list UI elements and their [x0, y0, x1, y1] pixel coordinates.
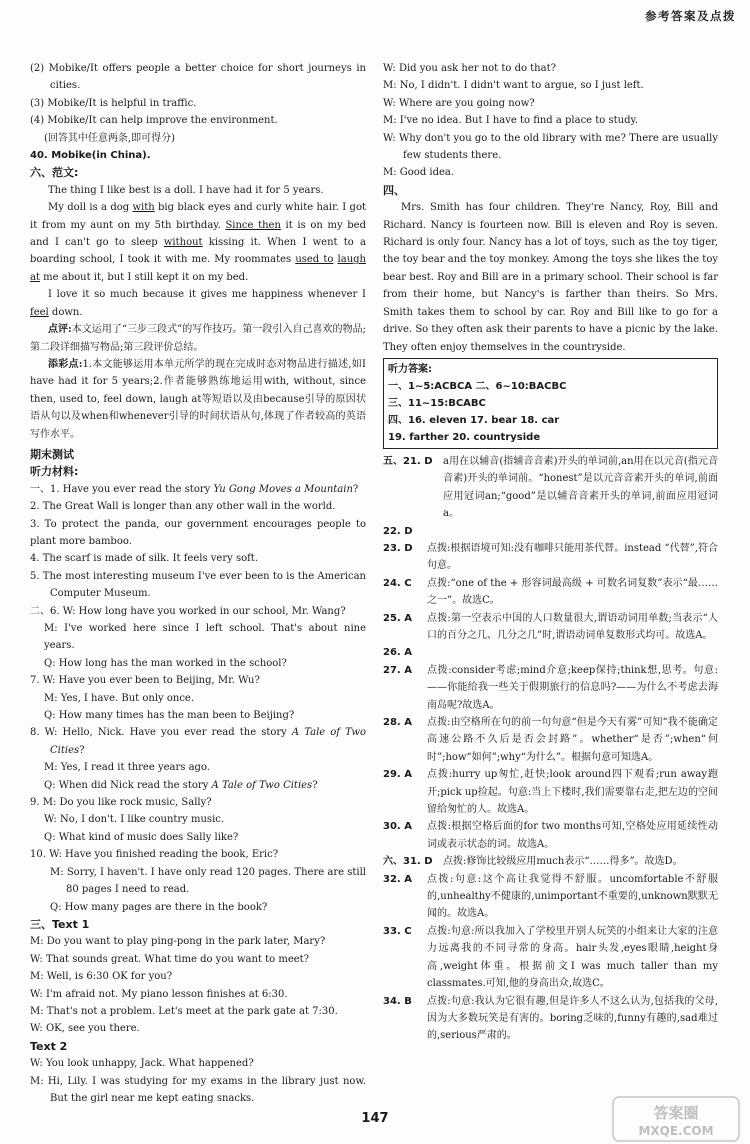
answer-number: 26. A [383, 647, 412, 659]
answer-number: 32. A [383, 873, 412, 885]
dialog-line: M: I've no idea. But I have to find a place to study. [383, 115, 638, 127]
svg-text:答案圈: 答案圈 [653, 1104, 699, 1122]
left-column [30, 60, 366, 1107]
right-column [383, 60, 718, 1045]
answer-number: 25. A [383, 612, 412, 624]
listening-8-m: M: Yes, I read it three years ago. [44, 762, 210, 774]
answer-number: 24. C [383, 577, 412, 589]
dialog-line: M: Good idea. [383, 167, 455, 179]
answer-number: 33. C [383, 925, 412, 937]
essay-paragraph-2: My doll is a dog with big black eyes and curly white hair. I got it from my aunt on my 5th birthday. Since then it is on my bed and I can't go to sleep without kissing it. When I went to a boarding school, I took it with me. My roommates used to laugh at me about it, but I still kept it on my bed. [30, 202, 366, 283]
listening-8-w: 8. W: Hello, Nick. Have you ever read the story A Tale of Two Cities? [30, 727, 366, 756]
answer-explanation: 点拨:句意:我认为它很有趣,但是许多人不这么认为,包括我的父母,因为大多数玩笑是有害的。boring乏味的,funny有趣的,sad难过的,serious严肃的。 [427, 995, 718, 1042]
text-1-line: W: OK, see you there. [30, 1023, 140, 1035]
answer-explanation: 点拨:根据语境可知:没有咖啡只能用茶代替。instead “代替”,符合句意。 [427, 542, 718, 572]
listening-answer-line: 19. farther 20. countryside [388, 431, 541, 443]
answer-40: 40. Mobike(in China). [30, 150, 151, 162]
watermark-logo [612, 1096, 740, 1142]
answer-explanation: 点拨:句意:这个高让我觉得不舒服。uncomfortable不舒服的,unhealthy不健康的,unimportant不重要的,unknown默默无闻的。故选A。 [427, 873, 718, 920]
listening-4: 4. The scarf is made of silk. It feels very soft. [30, 553, 258, 565]
text-1-line: W: I'm afraid not. My piano lesson finishes at 6:30. [30, 988, 288, 1000]
listening-answer-line: 一、1~5:ACBCA 二、6~10:BACBC [388, 380, 567, 392]
answer-explanation [427, 523, 718, 540]
listening-8-q: Q: When did Nick read the story A Tale of Two Cities? [44, 779, 318, 791]
svg-text:MXQE.COM: MXQE.COM [638, 1124, 714, 1138]
answer-item [383, 644, 718, 661]
essay-paragraph-3: I love it so much because it gives me happiness whenever I feel down. [30, 289, 366, 318]
part-four-title: 四、 [383, 183, 405, 197]
listening-answer-box [383, 358, 718, 449]
answer-number: 29. A [383, 769, 412, 781]
essay-paragraph-1: The thing I like best is a doll. I have had it for 5 years. [48, 184, 324, 196]
listening-10-q: Q: How many pages are there in the book? [50, 901, 268, 913]
answer-number: 六、31. D [383, 856, 433, 868]
answer-explanation-list [383, 453, 718, 1045]
answer-explanation: 点拨:修饰比较级应用much表示“……得多”。故选D。 [443, 856, 683, 868]
listening-answer-line: 三、11~15:BCABC [388, 397, 486, 409]
text-2-title: Text 2 [30, 1039, 68, 1053]
dialog-line: M: No, I didn't. I didn't want to argue, so I just left. [383, 80, 644, 92]
text-1-title: 三、Text 1 [30, 917, 90, 931]
mobike-item-2: (2) Mobike/It offers people a better choice for short journeys in cities. [30, 63, 366, 92]
answer-item [383, 853, 718, 870]
answer-item [383, 575, 718, 610]
listening-6-q: Q: How long has the man worked in the school? [44, 657, 287, 669]
part-four-passage: Mrs. Smith has four children. They're Nancy, Roy, Bill and Richard. Nancy is fourteen now. Bill is eleven and Roy is seven. Richard is only four. Nancy has a lot of toys, such as the toy tiger, the toy bear and the toy monkey. Among the toys she likes the toy bear best. Roy and Bill are in a primary school. Their school is far from their home, but Nancy's is farther than theirs. So Mrs. Smith takes them to school by car. Roy and Bill like to go for a drive. So they often ask their parents to have a picnic by the lake. They often enjoy themselves in the countryside. [383, 202, 718, 353]
answer-number: 30. A [383, 821, 412, 833]
answer-item [383, 662, 718, 714]
text-2-line: W: You look unhappy, Jack. What happened? [30, 1058, 254, 1070]
listening-6-w: 二、6. W: How long have you worked in our school, Mr. Wang? [30, 605, 346, 617]
listening-answer-line: 四、16. eleven 17. bear 18. car [388, 414, 560, 426]
answer-item [383, 818, 718, 853]
dialog-line: W: Where are you going now? [383, 97, 535, 109]
listening-material-title: 听力材料: [30, 465, 79, 479]
answer-item [383, 523, 718, 540]
answer-explanation: 点拨:第一空表示中国的人口数量很大,谓语动词用单数;当表示“人口的百分之几、几分之几”时,谓语动词单复数形式均可。故选A。 [427, 612, 718, 641]
listening-2: 2. The Great Wall is longer than any other wall in the world. [30, 501, 336, 513]
page-number: 147 [361, 1111, 389, 1126]
answer-item [383, 871, 718, 923]
answer-explanation: 点拨:consider考虑;mind介意;keep保持;think想,思考。句意:——你能给我一些关于假期旅行的信息吗?——为什么不考虑去海南岛呢?故选A。 [427, 664, 718, 711]
answer-item [383, 714, 718, 766]
listening-9-q: Q: What kind of music does Sally like? [44, 831, 239, 843]
listening-7-m: M: Yes, I have. But only once. [44, 692, 195, 704]
listening-9-w: W: No, I don't. I like country music. [44, 814, 225, 826]
answer-item [383, 540, 718, 575]
final-test-title: 期末测试 [30, 447, 74, 461]
text-1-line: M: Well, is 6:30 OK for you? [30, 971, 173, 983]
listening-10-m: M: Sorry, I haven't. I have only read 120 pages. There are still 80 pages I need to read. [50, 866, 366, 896]
listening-3: 3. To protect the panda, our government encourages people to plant more bamboo. [30, 518, 366, 547]
answer-explanation: 点拨:“one of the + 形容词最高级 + 可数名词复数”表示“最……之一”。故选C。 [427, 577, 718, 607]
listening-answer-title: 听力答案: [388, 363, 432, 375]
mobike-note: (回答其中任意两条,即可得分) [44, 132, 175, 144]
listening-6-m: M: I've worked here since I left school. That's about nine years. [44, 623, 366, 652]
answer-number: 28. A [383, 717, 412, 728]
answer-item [383, 923, 718, 993]
answer-number: 22. D [383, 525, 413, 537]
listening-7-w: 7. W: Have you ever been to Beijing, Mr. Wu? [30, 675, 260, 687]
answer-explanation: 点拨:根据空格后面的for two months可知,空格处应用延续性动词或表示状态的词。故选A。 [427, 821, 718, 850]
text-2-line: M: Hi, Lily. I was studying for my exams in the library just now. But the girl near me kept eating snacks. [30, 1075, 366, 1104]
listening-5: 5. The most interesting museum I've ever been to is the American Computer Museum. [30, 570, 366, 600]
answer-explanation [427, 644, 718, 661]
answer-explanation: 点拨:句意:所以我加入了学校里开别人玩笑的小组来让大家的注意力远离我的不同寻常的身高。hair头发,eyes眼睛,height身高,weight体重。根据前文I was much taller than my classmates.可知,他的身高出众,故选C。 [427, 925, 718, 990]
answer-item [383, 766, 718, 818]
essay-title: 六、范文: [30, 166, 79, 180]
answer-number: 23. D [383, 542, 413, 554]
answer-item [383, 610, 718, 645]
answer-item [383, 453, 718, 523]
listening-9-m: 9. M: Do you like rock music, Sally? [30, 797, 212, 809]
dialog-line: W: Why don't you go to the old library with me? There are usually few students there. [383, 132, 718, 162]
text-1-line: M: Do you want to play ping-pong in the park later, Mary? [30, 936, 326, 948]
essay-comment: 点评:本文运用了“三步三段式”的写作技巧。第一段引入自己喜欢的物品;第二段详细描写物品;第三段评价总结。 [30, 324, 366, 353]
text-1-line: W: That sounds great. What time do you want to meet? [30, 953, 310, 965]
answer-explanation: 点拨:由空格所在句的前一句句意“但是今天有雾”可知“我不能确定高速公路不久后是否会封路”。whether“是否”;when“何时”;how“如何”;why“为什么”。根据句意可知选A。 [427, 717, 718, 763]
answer-number: 27. A [383, 664, 412, 676]
text-1-line: M: That's not a problem. Let's meet at the park gate at 7:30. [30, 1005, 338, 1017]
dialog-line: W: Did you ask her not to do that? [383, 63, 556, 74]
mobike-item-4: (4) Mobike/It can help improve the environment. [30, 115, 278, 127]
essay-highlight: 添彩点:1.本文能够运用本单元所学的现在完成时态对物品进行描述,如I have had it for 5 years;2.作者能够熟练地运用with, without, since then, used to, feel down, laugh at等短语以及由because引导的原因状语从句以及when和whenever引导的时间状语从句,体现了作者较高的英语写作水平。 [30, 358, 366, 440]
listening-7-q: Q: How many times has the man been to Beijing? [44, 710, 295, 722]
answer-item [383, 993, 718, 1045]
listening-1: 一、1. Have you ever read the story Yu Gong Moves a Mountain? [30, 483, 359, 495]
answer-explanation: a用在以辅音(指辅音音素)开头的单词前,an用在以元音(指元音音素)开头的单词前。“honest”是以元音音素开头的单词,前面应用冠词an;“good”是以辅音音素开头的单词,前面应用冠词a。 [443, 455, 718, 520]
listening-10-w: 10. W: Have you finished reading the book, Eric? [30, 849, 279, 861]
answer-explanation: 点拨:hurry up匆忙,赶快;look around四下观看;run away跑开;pick up捡起。句意:当上下楼时,我们需要靠右走,把左边的空间留给匆忙的人。故选A。 [427, 769, 718, 816]
mobike-item-3: (3) Mobike/It is helpful in traffic. [30, 97, 197, 109]
answer-number: 五、21. D [383, 455, 433, 467]
answer-number: 34. B [383, 995, 412, 1007]
page-header-title: 参考答案及点拨 [645, 9, 736, 23]
